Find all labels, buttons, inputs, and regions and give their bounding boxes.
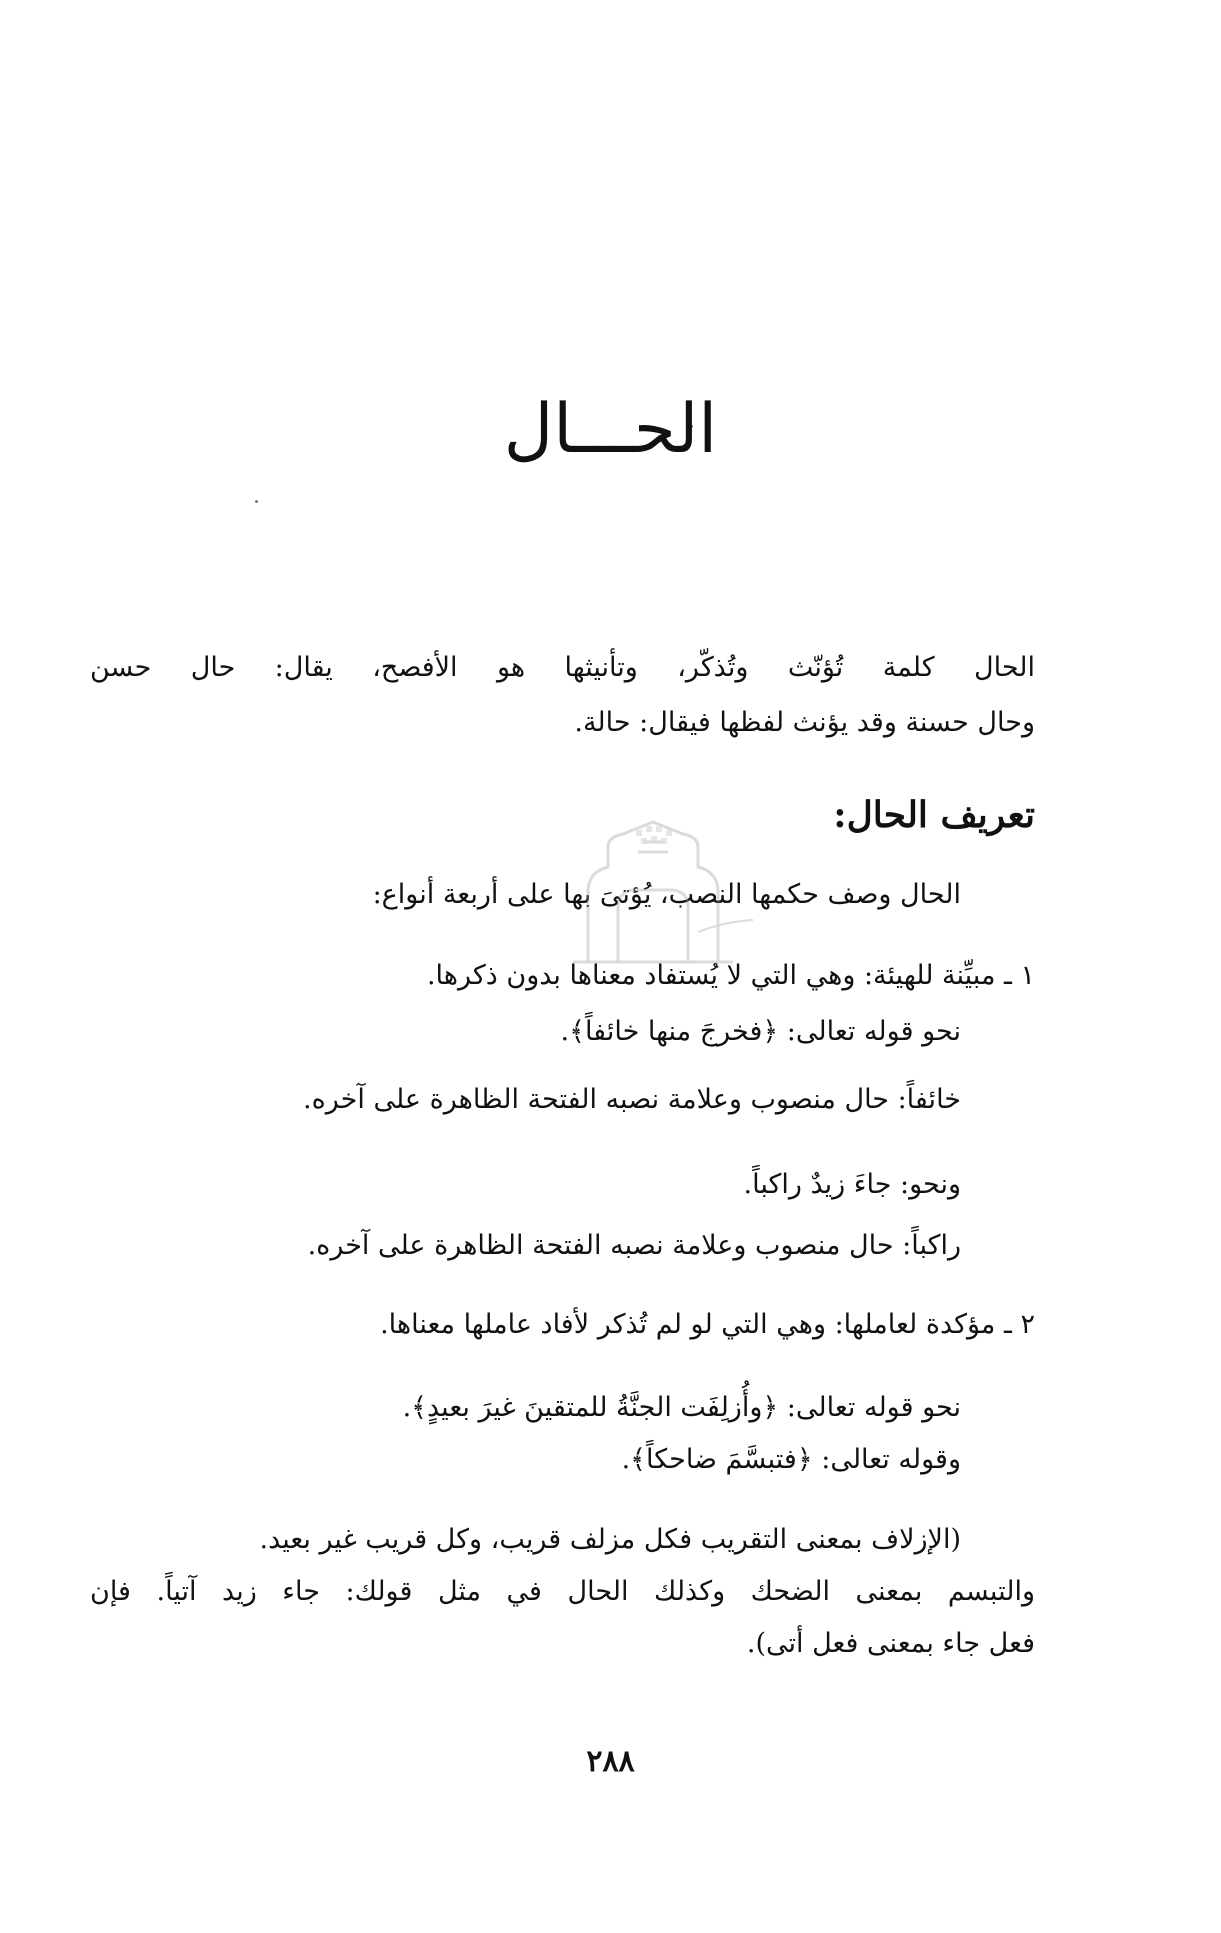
type-2-example-1: نحو قوله تعالى: ﴿وأُزلِفَت الجنَّةُ للمتقينَ غيرَ بعيدٍ﴾. <box>402 1392 961 1423</box>
type-1-title: ١ ـ مبيِّنة للهيئة: وهي التي لا يُستفاد معناها بدون ذكرها. <box>426 960 1035 991</box>
type-1-example-1: نحو قوله تعالى: ﴿فخرجَ منها خائفاً﴾. <box>560 1016 961 1047</box>
note-line-3: فعل جاء بمعنى فعل أتى). <box>746 1628 1035 1659</box>
library-watermark <box>548 812 758 982</box>
chapter-title: الحـــال <box>503 390 718 469</box>
type-2-title: ٢ ـ مؤكدة لعاملها: وهي التي لو لم تُذكر لأفاد عاملها معناها. <box>380 1309 1035 1340</box>
type-1-explanation-2: راكباً: حال منصوب وعلامة نصبه الفتحة الظاهرة على آخره. <box>307 1230 961 1261</box>
type-2-example-2: وقوله تعالى: ﴿فتبسَّمَ ضاحكاً﴾. <box>621 1444 961 1475</box>
note-line-2: والتبسم بمعنى الضحك وكذلك الحال في مثل قولك: جاء زيد آتياً. فإن <box>90 1576 1035 1607</box>
intro-line-2: وحال حسنة وقد يؤنث لفظها فيقال: حالة. <box>574 707 1035 738</box>
type-1-explanation-1: خائفاً: حال منصوب وعلامة نصبه الفتحة الظاهرة على آخره. <box>303 1084 961 1115</box>
definition-text: الحال وصف حكمها النصب، يُؤتىَ بها على أربعة أنواع: <box>372 879 961 910</box>
intro-line-1: الحال كلمة تُؤنّث وتُذكّر، وتأنيثها هو الأفصح، يقال: حال حسن <box>90 652 1035 683</box>
scan-speck <box>255 500 258 503</box>
type-1-example-2: ونحو: جاءَ زيدٌ راكباً. <box>743 1169 961 1200</box>
section-heading: تعريف الحال: <box>833 794 1035 836</box>
page-number: ٢٨٨ <box>586 1744 635 1779</box>
note-line-1: (الإزلاف بمعنى التقريب فكل مزلف قريب، وكل قريب غير بعيد. <box>259 1524 961 1555</box>
